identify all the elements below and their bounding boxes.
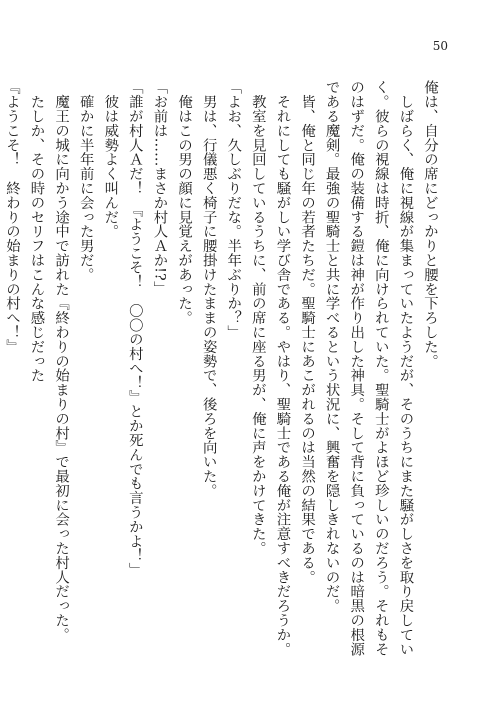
text-line: 魔王の城に向かう途中で訪れた『終わりの始まりの村』で最初に会った村人だった。 — [53, 80, 70, 642]
page-number: 50 — [432, 39, 448, 53]
text-line: である魔剣。最強の聖騎士と共に学べるという状況に、興奮を隠しきれないのだ。 — [323, 80, 340, 613]
text-line: しばらく、俺に視線が集まっていたようだが、そのうちにまた騒がしさを取り戻してい — [397, 80, 414, 656]
text-line: 俺はこの男の顔に見覚えがあった。 — [176, 80, 193, 325]
text-line: 「誰が村人Ａだ！ 『ようこそ！ 〇〇の村へ！』とか死んでも言うかよ！」 — [126, 80, 143, 577]
text-line: 「お前は……まさか村人Ａか!?」 — [151, 80, 168, 296]
text-line: 俺は、自分の席にどっかりと腰を下ろした。 — [422, 80, 438, 368]
body-text — [0, 80, 442, 656]
text-line: それにしても騒がしい学び舎である。やはり、聖騎士である俺が注意すべきだろうか。 — [274, 80, 291, 656]
text-line: く。彼らの視線は時折、俺に向けられていた。聖騎士がよほど珍しいのだろう。それもそ — [372, 80, 389, 656]
text-line: のはずだ。俺の装備する鎧は神が作り出した神具。そして背に負っているのは暗黒の根源 — [348, 80, 365, 656]
text-line: 『ようこそ！ 終わりの始まりの村へ！』 — [3, 80, 20, 354]
text-line: たしか、その時のセリフはこんな感じだった — [28, 80, 45, 383]
text-line: 彼は威勢よく叫んだ。 — [102, 80, 119, 239]
text-line: 教室を見回しているうちに、前の席に座る男が、俺に声をかけてきた。 — [249, 80, 266, 556]
text-line: 男は、行儀悪く椅子に腰掛けたままの姿勢で、後ろを向いた。 — [200, 80, 217, 498]
text-line: 確かに半年前に会った男だ。 — [77, 80, 94, 282]
text-line: 「よお、久しぶりだな。半年ぶりか？」 — [225, 80, 242, 340]
text-line: 皆、俺と同じ年の若者たちだ。聖騎士にあこがれるのは当然の結果である。 — [299, 80, 316, 584]
